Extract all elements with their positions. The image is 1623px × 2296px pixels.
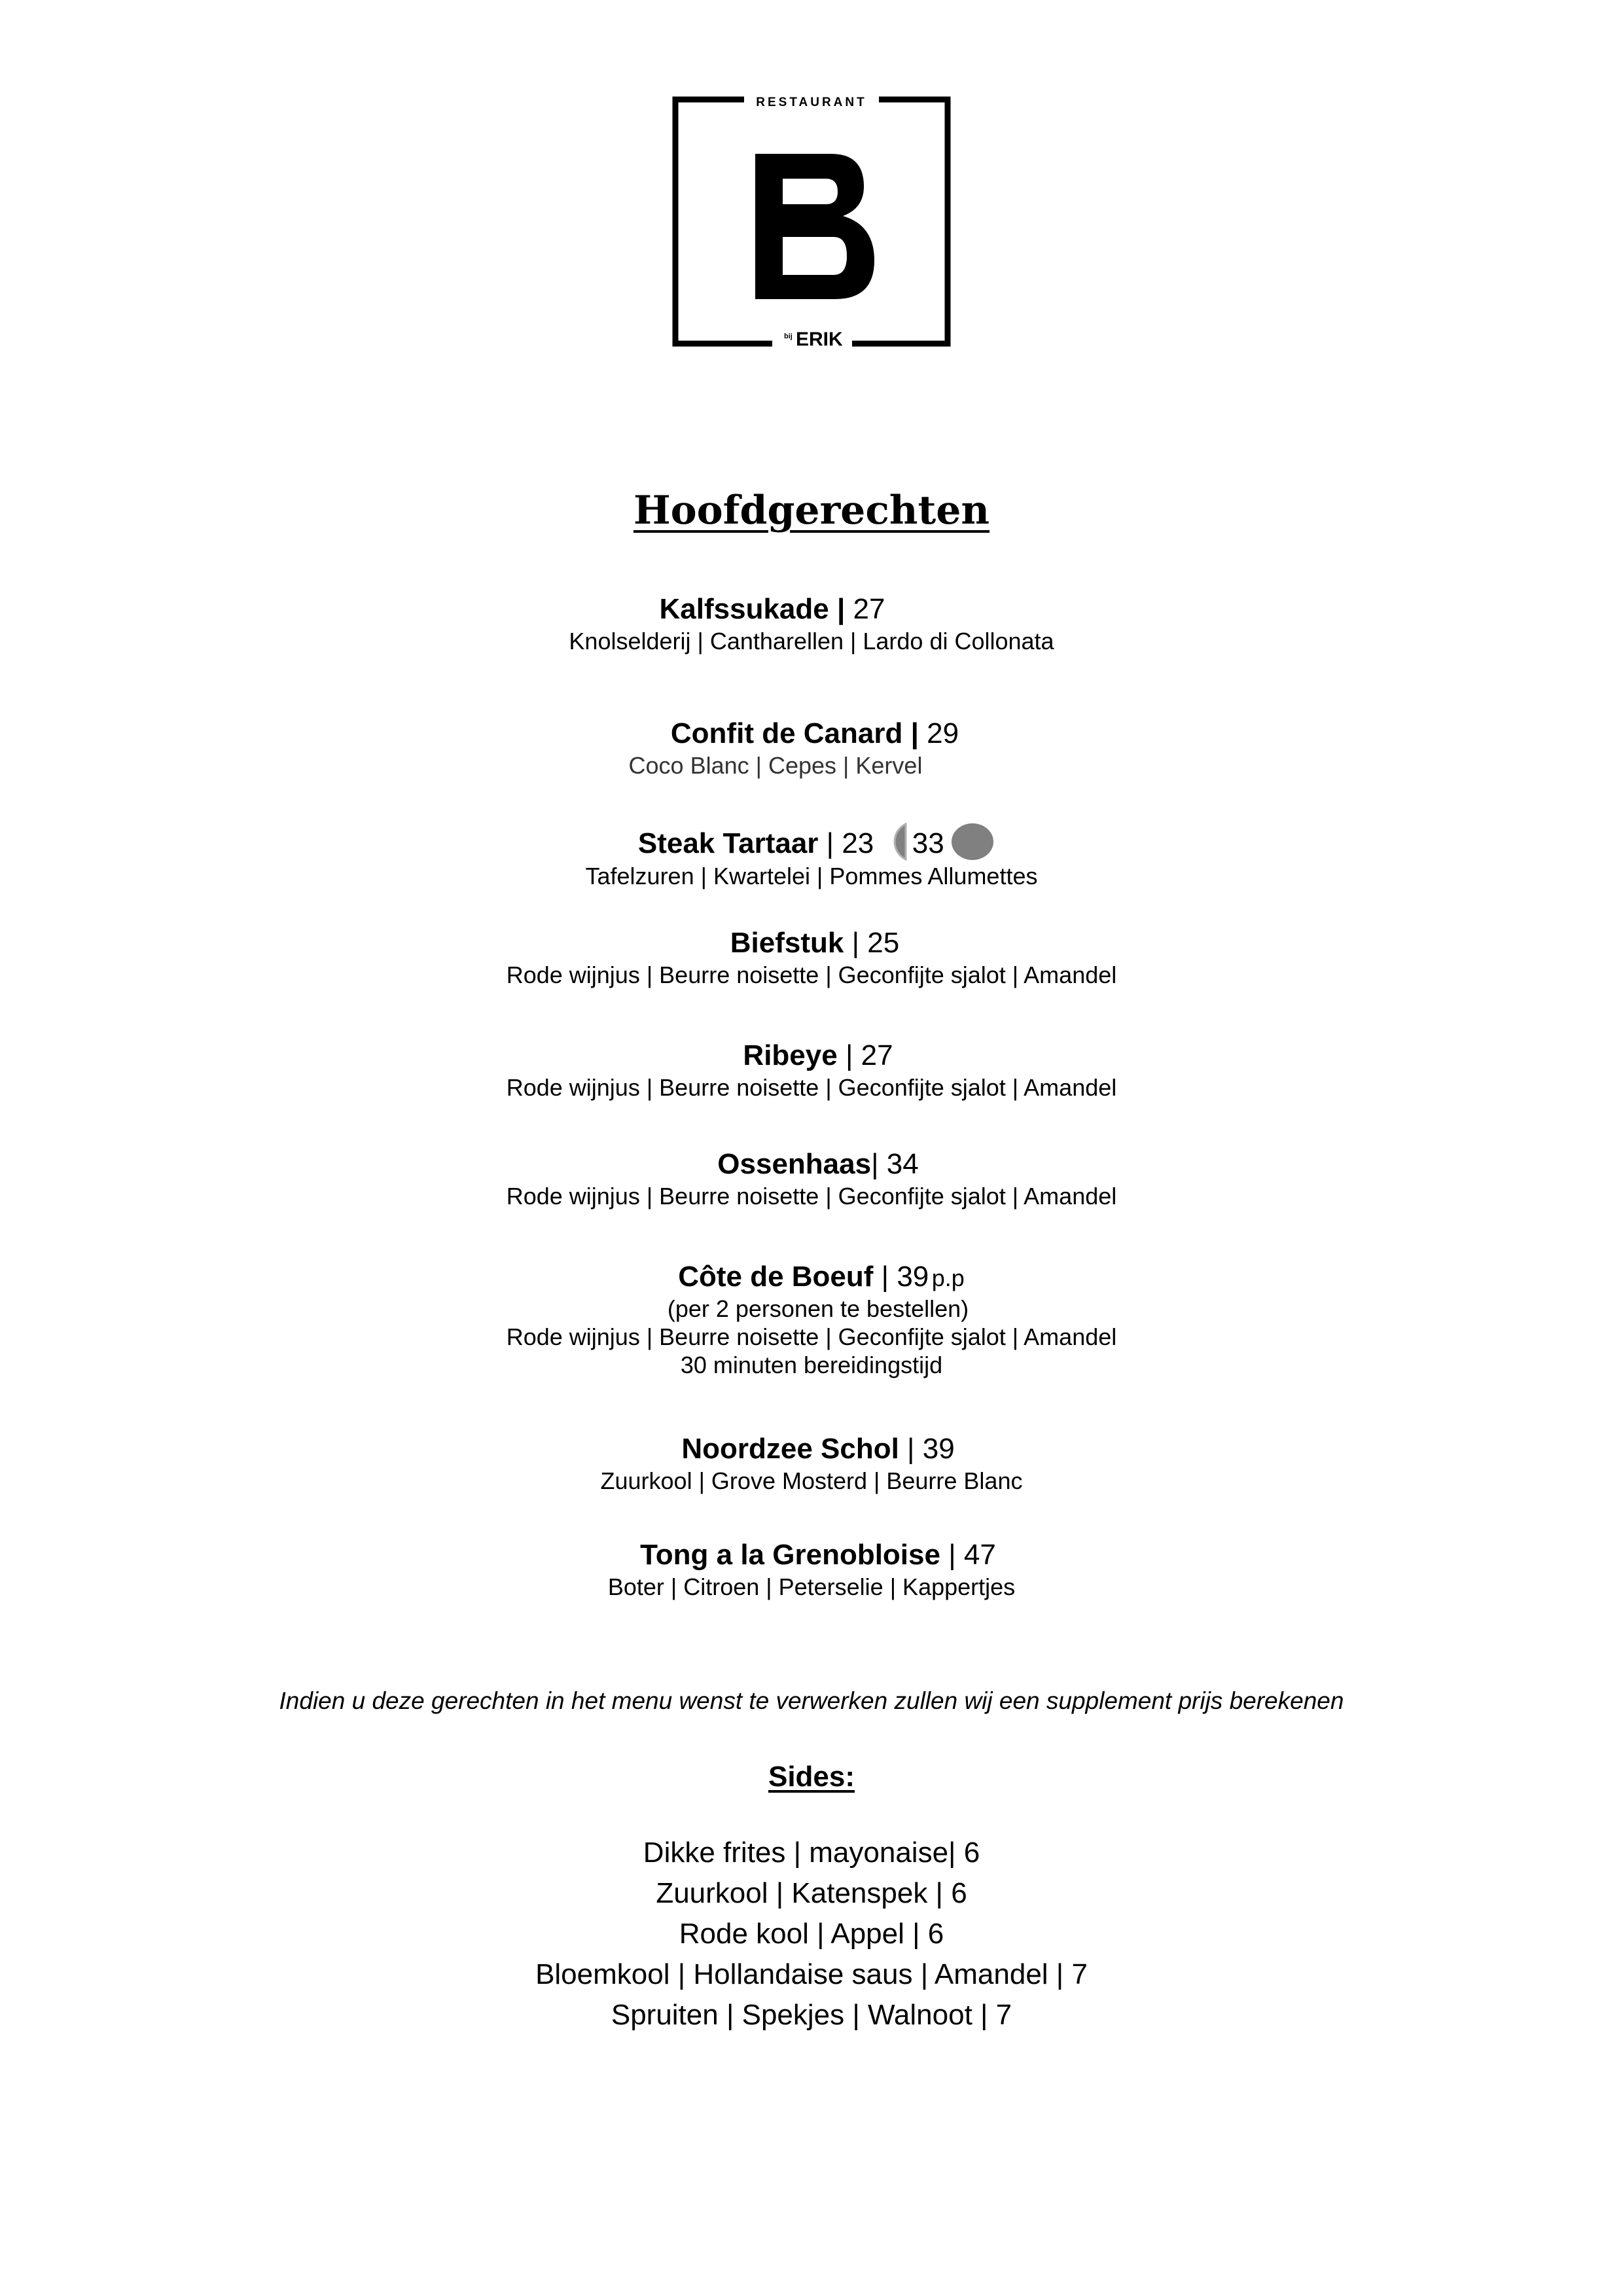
dish-price: 29 — [927, 717, 959, 749]
dish-description: Rode wijnjus | Beurre noisette | Geconfijte sjalot | Amandel — [506, 1182, 1117, 1210]
dish-description: Tafelzuren | Kwartelei | Pommes Allumettes — [585, 863, 1038, 889]
half-portion-icon — [880, 821, 910, 862]
dish-description: Zuurkool | Grove Mosterd | Beurre Blanc — [600, 1467, 1023, 1494]
dish-description: Rode wijnjus | Beurre noisette | Geconfijte sjalot | Amandel — [506, 961, 1117, 988]
dish-price: 39 — [922, 1433, 955, 1465]
price-separator: | — [844, 927, 868, 959]
dish-name: Ossenhaas — [717, 1148, 872, 1180]
dish-item — [0, 1260, 1623, 1379]
price-separator: | — [837, 1039, 861, 1071]
side-item: Zuurkool | Katenspek | 6 — [656, 1877, 967, 1909]
sides-list — [0, 1833, 1623, 2036]
dish-name: Steak Tartaar — [637, 827, 819, 859]
dish-prep-time: 30 minuten bereidingstijd — [680, 1352, 943, 1379]
price-separator: | — [902, 717, 927, 749]
dish-name: Ribeye — [743, 1039, 838, 1071]
dish-name: Noordzee Schol — [681, 1433, 899, 1465]
dish-price: 25 — [867, 927, 900, 959]
dish-item — [0, 1432, 1623, 1495]
price-separator: | — [818, 827, 842, 859]
dish-item — [0, 1147, 1623, 1210]
logo-top-text: RESTAURANT — [756, 96, 867, 109]
price-separator: | — [899, 1433, 923, 1465]
page-title: Hoofdgerechten — [633, 488, 990, 533]
side-item: Dikke frites | mayonaise| 6 — [643, 1837, 980, 1869]
dish-description: Coco Blanc | Cepes | Kervel — [628, 751, 923, 779]
dish-price: 27 — [853, 593, 885, 625]
dish-item — [0, 1039, 1623, 1102]
dish-name: Biefstuk — [730, 927, 844, 959]
side-item: Rode kool | Appel | 6 — [679, 1918, 944, 1950]
dish-price: 23 — [842, 827, 874, 859]
dish-price: 34 — [886, 1148, 919, 1180]
side-item: Bloemkool | Hollandaise saus | Amandel | 7 — [535, 1958, 1088, 1990]
dish-note: (per 2 personen te bestellen) — [667, 1295, 969, 1322]
dish-price: 39 — [897, 1261, 929, 1293]
dish-name: Tong a la Grenobloise — [640, 1539, 940, 1571]
sides-heading: Sides: — [768, 1761, 855, 1793]
price-separator: | — [871, 1148, 887, 1180]
dish-item — [0, 926, 1623, 989]
dish-description: Boter | Citroen | Peterselie | Kappertjes — [607, 1573, 1016, 1600]
dish-price-large: 33 — [912, 827, 944, 859]
dish-item — [0, 717, 1623, 780]
logo-bottom-text: ERIK — [796, 329, 843, 350]
dish-item — [0, 1538, 1623, 1601]
dish-item — [0, 592, 1623, 655]
logo-bottom-small: bij — [784, 332, 793, 340]
dish-name: Côte de Boeuf — [678, 1261, 874, 1293]
price-separator: | — [940, 1539, 964, 1571]
dish-name: Kalfssukade — [659, 593, 829, 625]
dish-price: 47 — [963, 1539, 996, 1571]
supplement-note: Indien u deze gerechten in het menu wenst te verwerken zullen wij een supplement prijs berekenen — [279, 1687, 1344, 1714]
restaurant-logo — [668, 92, 955, 350]
price-separator: | — [873, 1261, 897, 1293]
dish-description: Rode wijnjus | Beurre noisette | Geconfijte sjalot | Amandel — [506, 1323, 1117, 1350]
dish-description: Rode wijnjus | Beurre noisette | Geconfijte sjalot | Amandel — [506, 1073, 1117, 1101]
full-portion-icon — [950, 821, 995, 862]
side-item: Spruiten | Spekjes | Walnoot | 7 — [611, 1999, 1012, 2031]
price-separator: | — [829, 593, 853, 625]
dish-name: Confit de Canard — [670, 717, 903, 749]
dish-item — [0, 821, 1623, 890]
dish-price: 27 — [861, 1039, 893, 1071]
dish-description: Knolselderij | Cantharellen | Lardo di Collonata — [569, 627, 1054, 655]
price-unit: p.p — [931, 1265, 965, 1291]
